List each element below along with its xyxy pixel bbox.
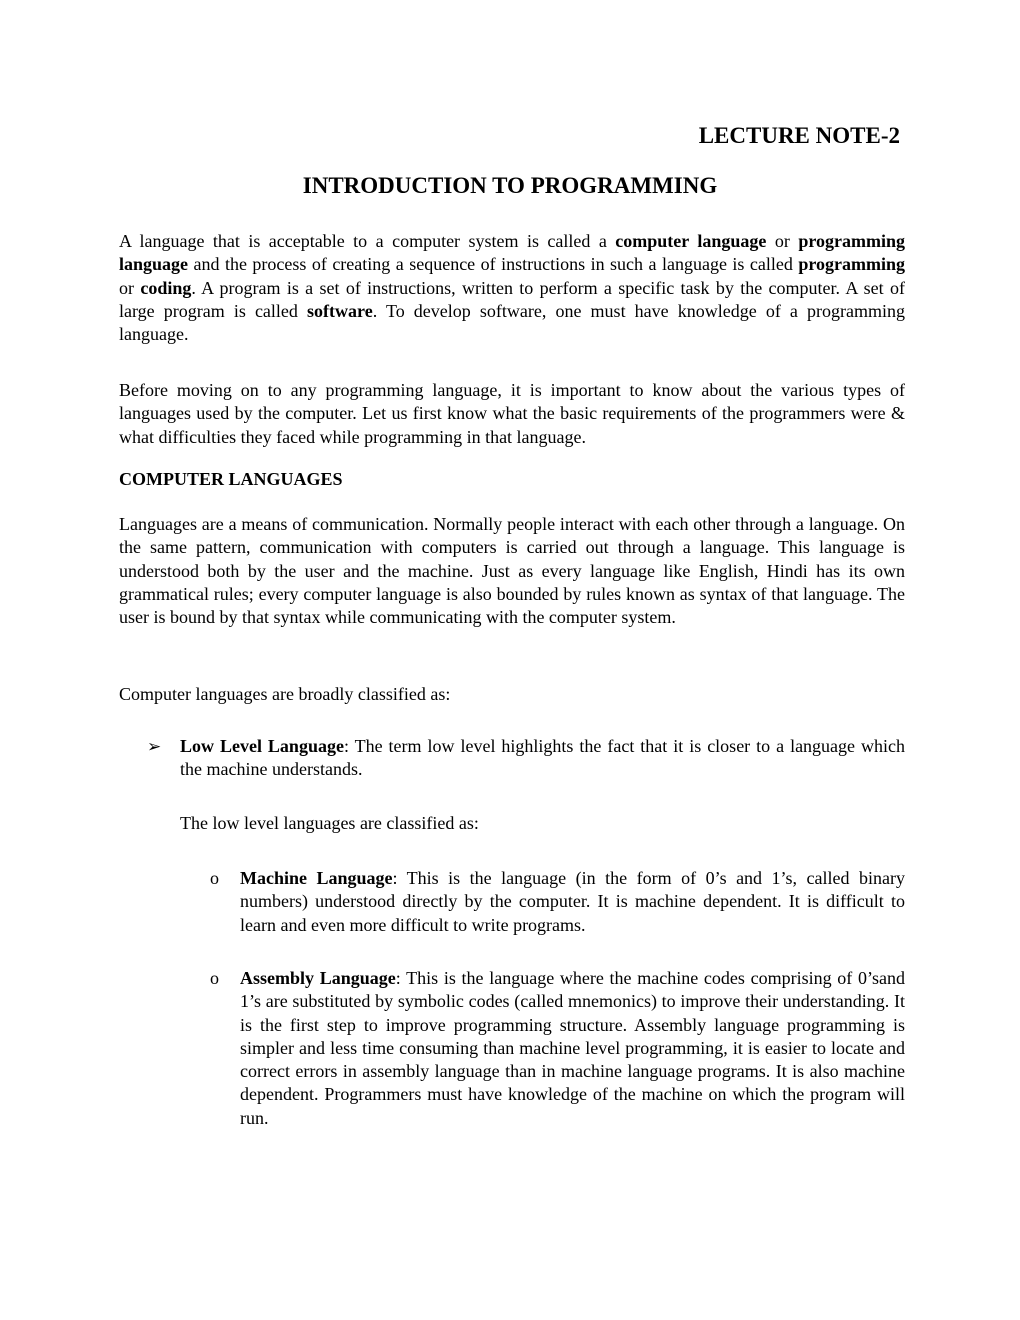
machine-language-term: Machine Language: [240, 868, 393, 888]
circle-bullet-icon: o: [210, 868, 219, 888]
term-coding: coding: [140, 277, 192, 298]
section-heading-computer-languages: COMPUTER LANGUAGES: [119, 469, 343, 489]
machine-language-desc: : This is the language (in the form of 0’s and 1’s, called binary numbers) understood directly by the computer. It is machine dependent. It is difficult to learn and even more difficult to write programs.: [240, 868, 905, 935]
arrow-bullet-icon: ➢: [147, 737, 162, 756]
term-software: software: [307, 300, 373, 321]
intro-text-3: and the process of creating a sequence of instructions in such a language is called: [188, 254, 799, 275]
intro-paragraph-2: Before moving on to any programming language, it is important to know about the various types of languages used by the computer. Let us first know what the basic requirements of the programmers were & what difficulties they faced while programming in that language.: [119, 380, 905, 447]
lecture-note-label: LECTURE NOTE-2: [698, 123, 900, 148]
intro-text-4: or: [119, 277, 141, 298]
term-computer-language: computer language: [615, 231, 767, 251]
intro-text-5: . A program is a set of instructions, written to perform a specific task by the computer. A set of large program is called: [119, 277, 905, 321]
low-level-sub-lead: The low level languages are classified as:: [180, 813, 479, 833]
intro-text-1: A language that is acceptable to a computer system is called a: [119, 231, 616, 251]
intro-text-2: or: [766, 231, 799, 251]
term-programming: programming: [798, 254, 905, 275]
machine-language-item: [240, 867, 905, 937]
intro-text-6: . To develop software, one must have knowledge of a programming language.: [119, 300, 906, 345]
page-title: INTRODUCTION TO PROGRAMMING: [302, 173, 718, 198]
low-level-language-item: [180, 735, 905, 782]
low-level-desc: : The term low level highlights the fact that it is closer to a language which the machine understands.: [180, 736, 905, 780]
assembly-language-term: Assembly Language: [240, 968, 396, 988]
classification-lead: Computer languages are broadly classified as:: [119, 684, 451, 704]
assembly-language-item: [240, 967, 905, 1130]
intro-paragraph-1: [119, 230, 905, 346]
assembly-language-desc: : This is the language where the machine codes comprising of 0’sand 1’s are substituted by symbolic codes (called mnemonics) to improve their understanding. It is the first step to improve programming structure. Assembly language programming is simpler and less time consuming than machine level programming, it is easier to locate and correct errors in assembly language than in machine language programs. It is also machine dependent. Programmers must have knowledge of the machine on which the program will run.: [240, 968, 905, 1128]
circle-bullet-icon: o: [210, 968, 219, 988]
low-level-term: Low Level Language: [180, 736, 344, 756]
term-programming-language: programming language: [119, 231, 905, 275]
computer-languages-paragraph: Languages are a means of communication. Normally people interact with each other through a language. On the same pattern, communication with computers is carried out through a language. This language is understood both by the user and the machine. Just as every language like English, Hindi has its own grammatical rules; every computer language is also bounded by rules known as syntax of that language. The user is bound by that syntax while communicating with the computer system.: [119, 514, 905, 628]
